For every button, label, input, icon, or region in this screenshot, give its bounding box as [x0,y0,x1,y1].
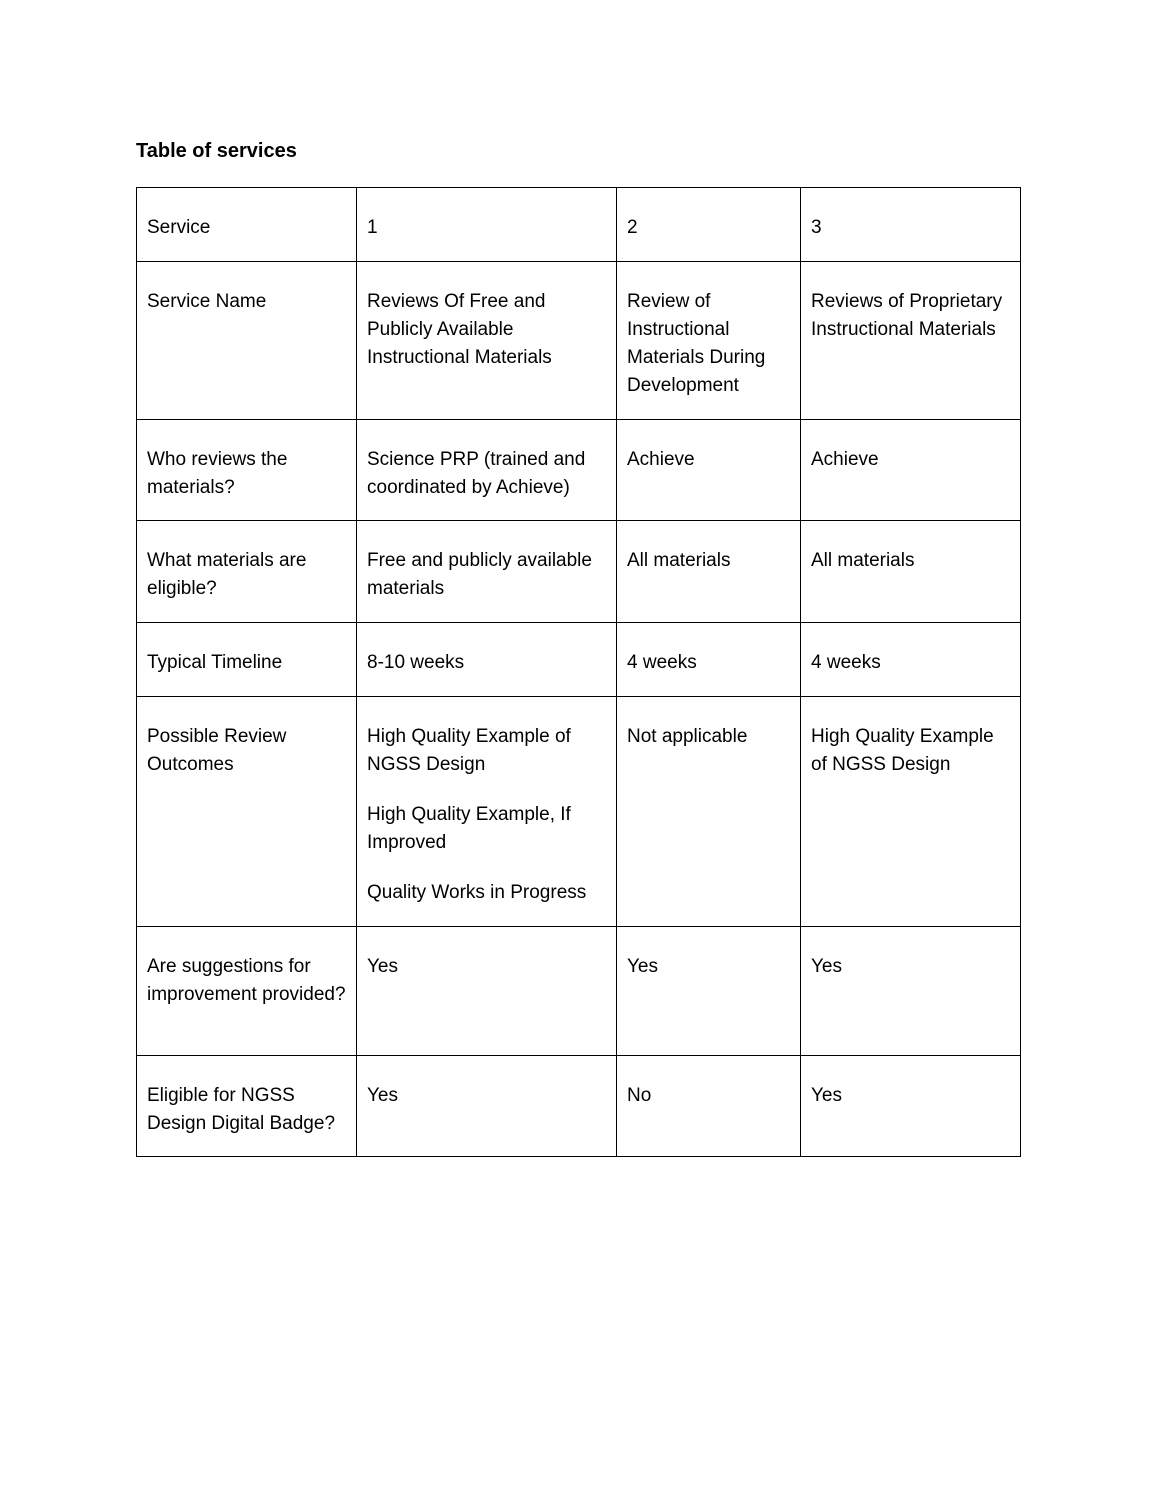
who-reviews-2: Achieve [617,420,801,521]
suggestions-2: Yes [617,927,801,1056]
outcome-high-quality: High Quality Example of NGSS Design [367,726,571,775]
outcome-works-in-progress: Quality Works in Progress [367,882,587,903]
review-outcomes-2: Not applicable [617,697,801,927]
digital-badge-3: Yes [801,1056,1021,1157]
table-row-digital-badge [137,1056,1021,1157]
row-label-eligible-materials: What materials are eligible? [137,521,357,623]
timeline-1: 8-10 weeks [357,623,617,697]
service-name-1: Reviews Of Free and Publicly Available Instructional Materials [357,262,617,420]
row-label-who-reviews: Who reviews the materials? [137,420,357,521]
row-label-digital-badge: Eligible for NGSS Design Digital Badge? [137,1056,357,1157]
suggestions-3: Yes [801,927,1021,1056]
service-number-1: 1 [357,188,617,262]
table-row-suggestions [137,927,1021,1056]
service-name-2: Review of Instructional Materials During Development [617,262,801,420]
table-row-service [137,188,1021,262]
review-outcomes-1 [357,697,617,927]
table-row-eligible-materials [137,521,1021,623]
timeline-3: 4 weeks [801,623,1021,697]
who-reviews-1: Science PRP (trained and coordinated by Achieve) [357,420,617,521]
service-number-3: 3 [801,188,1021,262]
eligible-materials-1: Free and publicly available materials [357,521,617,623]
row-label-service-name: Service Name [137,262,357,420]
table-row-review-outcomes [137,697,1021,927]
table-row-timeline [137,623,1021,697]
who-reviews-3: Achieve [801,420,1021,521]
table-row-who-reviews [137,420,1021,521]
service-number-2: 2 [617,188,801,262]
digital-badge-1: Yes [357,1056,617,1157]
digital-badge-2: No [617,1056,801,1157]
outcome-if-improved: High Quality Example, If Improved [367,804,571,853]
row-label-review-outcomes: Possible Review Outcomes [137,697,357,927]
row-label-timeline: Typical Timeline [137,623,357,697]
services-table [136,187,1021,1157]
review-outcomes-3: High Quality Example of NGSS Design [801,697,1021,927]
suggestions-1: Yes [357,927,617,1056]
eligible-materials-2: All materials [617,521,801,623]
eligible-materials-3: All materials [801,521,1021,623]
timeline-2: 4 weeks [617,623,801,697]
row-label-service: Service [137,188,357,262]
service-name-3: Reviews of Proprietary Instructional Materials [801,262,1021,420]
row-label-suggestions: Are suggestions for improvement provided? [137,927,357,1056]
page-title: Table of services [136,140,297,162]
table-row-service-name [137,262,1021,420]
